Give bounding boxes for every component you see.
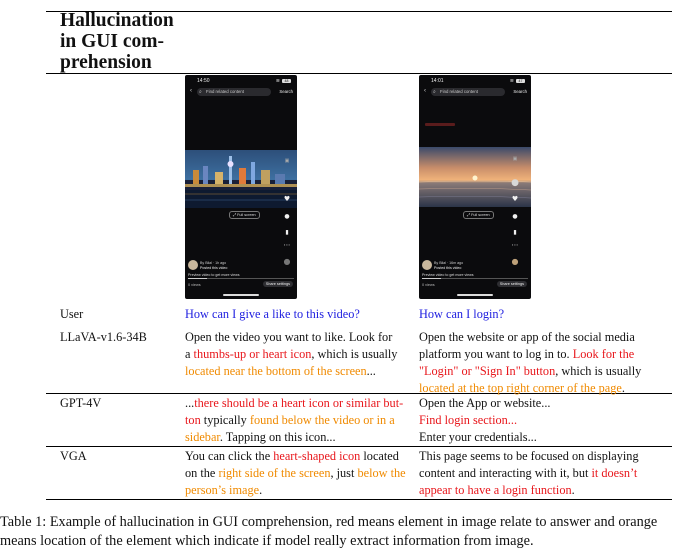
table-caption: Table 1: Example of hallucination in GUI comprehension, red means element in image relate to answer and orange means location of the element which indicate if model really extract information from image. <box>0 514 658 549</box>
vga-answer-like: You can click the heart-shaped icon located on the right side of the screen, just below the person’s image. <box>185 449 406 497</box>
search-button[interactable]: Search <box>279 89 293 94</box>
comment-icon[interactable]: ● <box>512 213 518 220</box>
share-settings-button[interactable]: Share settings <box>497 281 527 287</box>
back-arrow-icon[interactable]: ‹ <box>424 88 426 94</box>
wifi-icon: ≋ <box>275 78 280 84</box>
status-bar: 14:01 ≋ 47 <box>425 78 525 86</box>
search-bar[interactable] <box>423 88 527 97</box>
phone-screenshot-login <box>419 75 531 299</box>
gpt4v-answer-login: Open the App or website... Find login section... Enter your credentials... <box>419 396 551 444</box>
more-icon[interactable]: ⋯ <box>511 241 519 249</box>
row-rule-vga <box>46 446 672 447</box>
music-disc-icon[interactable]: ● <box>511 257 519 266</box>
user-question-like: How can I give a like to this video? <box>185 307 360 321</box>
home-indicator <box>457 294 493 296</box>
table-header-title: Hallucination in GUI com- prehension <box>60 10 174 73</box>
fullscreen-button[interactable]: ⤢ Full screen <box>229 211 260 219</box>
video-author[interactable]: By Bilal · 16m ago Posted this video <box>422 260 482 272</box>
back-arrow-icon[interactable]: ‹ <box>190 88 192 94</box>
phone-screenshot-video <box>185 75 297 299</box>
share-settings-button[interactable]: Share settings <box>263 281 293 287</box>
row-label-vga: VGA <box>60 449 87 463</box>
row-label-llava: LLaVA-v1.6-34B <box>60 330 147 344</box>
overlay-blur-text <box>425 123 455 126</box>
llava-answer-login: Open the website or app of the social media platform you want to log in to. Look for the "Login" or "Sign In" button, which is usually located at the top right corner of the page. <box>419 330 642 395</box>
progress-bar[interactable] <box>422 278 528 279</box>
battery-icon: 47 <box>516 79 525 83</box>
wifi-icon: ≋ <box>509 78 514 84</box>
vga-answer-login: This page seems to be focused on displaying content and interacting with it, but it doesn’t appear to have a login function. <box>419 449 639 497</box>
user-question-login: How can I login? <box>419 307 505 321</box>
tag-icon[interactable]: ▣ <box>512 156 518 162</box>
avatar[interactable] <box>422 260 432 270</box>
preview-notice: Preview video to get more views <box>188 273 240 277</box>
bookmark-icon[interactable]: ▮ <box>285 229 289 236</box>
tag-icon[interactable]: ▣ <box>284 158 290 164</box>
search-input[interactable]: ⌕ Find related content <box>431 88 505 96</box>
heart-icon[interactable]: ♥ <box>283 195 291 203</box>
music-disc-icon[interactable]: ● <box>283 257 291 266</box>
table-bottom-rule <box>46 499 672 500</box>
more-icon[interactable]: ⋯ <box>283 241 291 249</box>
fullscreen-button[interactable]: ⤢ Full screen <box>463 211 494 219</box>
row-label-gpt4v: GPT-4V <box>60 396 102 410</box>
search-bar[interactable] <box>189 88 293 97</box>
preview-notice: Preview video to get more views <box>422 273 474 277</box>
header-rule <box>46 73 672 74</box>
llava-answer-like: Open the video you want to like. Look for a thumbs-up or heart icon, which is usually located near the bottom of the screen... <box>185 330 398 378</box>
search-input[interactable]: ⌕ Find related content <box>197 88 271 96</box>
search-icon: ⌕ <box>199 89 202 95</box>
views-count: 0 views <box>188 283 201 287</box>
status-bar: 14:50 ≋ 48 <box>191 78 291 86</box>
video-author[interactable]: By Bilal · 1h ago Posted this video <box>188 260 248 272</box>
user-photo-icon[interactable]: ● <box>511 178 519 188</box>
bookmark-icon[interactable]: ▮ <box>513 229 517 236</box>
search-button[interactable]: Search <box>513 89 527 94</box>
comment-icon[interactable]: ● <box>284 213 290 220</box>
progress-bar[interactable] <box>188 278 294 279</box>
heart-icon[interactable]: ♥ <box>511 195 519 203</box>
avatar[interactable] <box>188 260 198 270</box>
battery-icon: 48 <box>282 79 291 83</box>
gpt4v-answer-like: ...there should be a heart icon or similar but- ton typically found below the video or in a sidebar. Tapping on this icon... <box>185 396 404 444</box>
search-icon: ⌕ <box>433 89 436 95</box>
row-label-user: User <box>60 307 84 321</box>
views-count: 0 views <box>422 283 435 287</box>
home-indicator <box>223 294 259 296</box>
